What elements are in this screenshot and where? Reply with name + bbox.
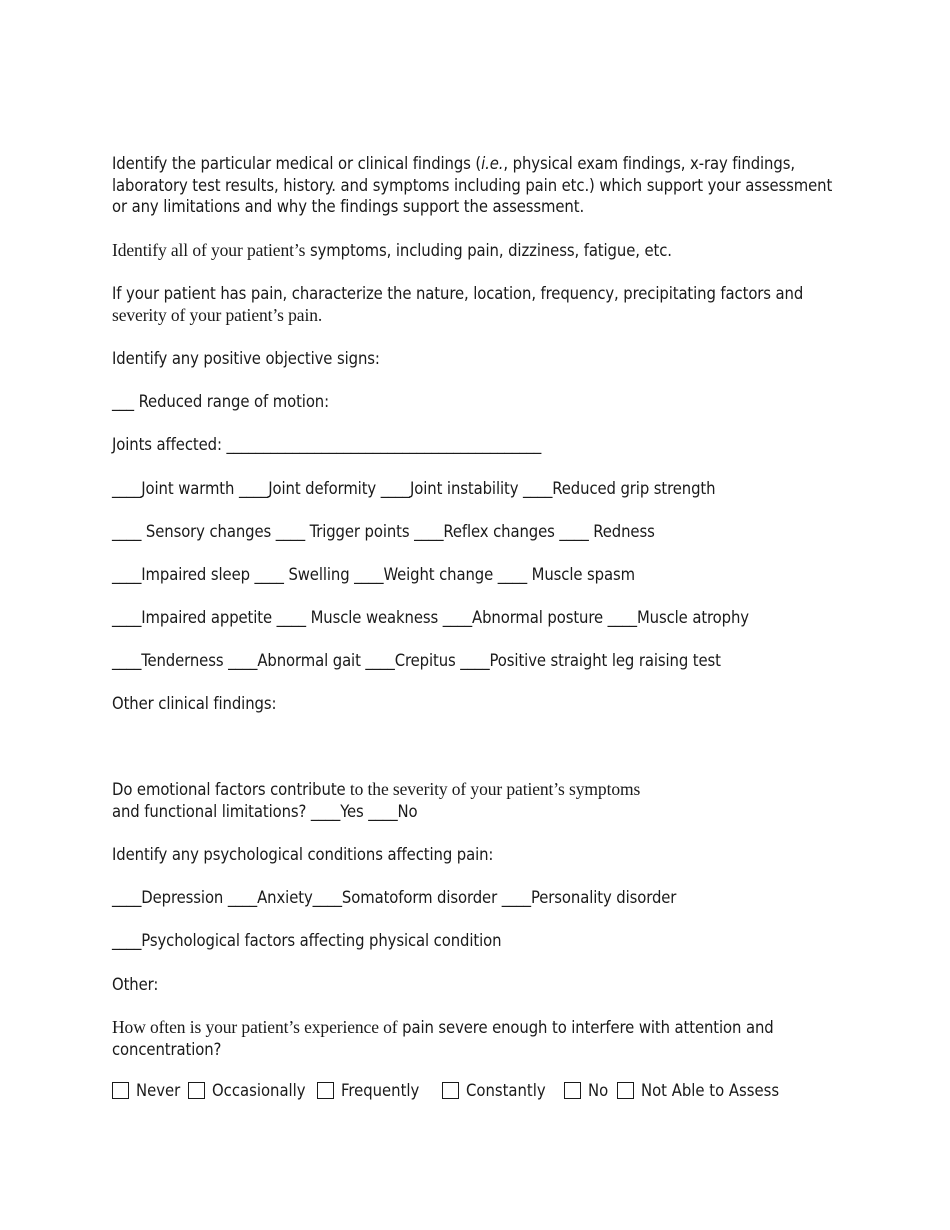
emotional-factors-question bbox=[112, 779, 852, 822]
never-label: Never bbox=[136, 1081, 181, 1100]
no-label: No bbox=[588, 1081, 609, 1100]
symptoms-sans: symptoms, including pain, dizziness, fatigue, etc. bbox=[305, 241, 672, 260]
option-occasionally[interactable] bbox=[188, 1080, 306, 1102]
pain-character-line1: If your patient has pain, characterize the nature, location, frequency, precipitating factors and bbox=[112, 284, 804, 303]
signs-row-3[interactable]: ____Impaired sleep ____ Swelling ____Weight change ____ Muscle spasm bbox=[112, 565, 635, 584]
option-frequently[interactable] bbox=[317, 1080, 419, 1102]
constantly-label: Constantly bbox=[466, 1081, 546, 1100]
reduced-range-field[interactable]: ___ Reduced range of motion: bbox=[112, 392, 330, 411]
occasionally-label: Occasionally bbox=[212, 1081, 306, 1100]
symptoms-serif: Identify all of your patient’s bbox=[112, 240, 306, 260]
pain-interfere-serif: How often is your patient’s experience of bbox=[112, 1017, 398, 1037]
findings-intro-line1-pre: Identify the particular medical or clinical findings ( bbox=[112, 154, 482, 173]
findings-intro-line2: laboratory test results, history. and symptoms including pain etc.) which support your assessment bbox=[112, 175, 833, 195]
other-clinical-findings-label: Other clinical findings: bbox=[112, 694, 277, 713]
symptoms-question bbox=[112, 240, 852, 262]
signs-row-5[interactable]: ____Tenderness ____Abnormal gait ____Crepitus ____Positive straight leg raising test bbox=[112, 651, 721, 670]
signs-row-1[interactable]: ____Joint warmth ____Joint deformity ____Joint instability ____Reduced grip strength bbox=[112, 479, 716, 498]
option-never[interactable] bbox=[112, 1080, 180, 1102]
pain-character-question bbox=[112, 283, 852, 326]
pain-interfere-line2: concentration? bbox=[112, 1039, 222, 1059]
constantly-checkbox[interactable] bbox=[442, 1082, 459, 1099]
other-label: Other: bbox=[112, 975, 159, 994]
signs-row-2[interactable]: ____ Sensory changes ____ Trigger points ____Reflex changes ____ Redness bbox=[112, 522, 655, 541]
findings-intro-ie: i.e. bbox=[481, 154, 504, 173]
option-constantly[interactable] bbox=[442, 1080, 546, 1102]
frequently-label: Frequently bbox=[341, 1081, 420, 1100]
emotional-yes-no-field[interactable]: and functional limitations? ____Yes ____No bbox=[112, 801, 418, 821]
not-able-to-assess-label: Not Able to Assess bbox=[641, 1081, 780, 1100]
pain-interfere-question bbox=[112, 1017, 852, 1060]
psych-row-1[interactable]: ____Depression ____Anxiety____Somatoform disorder ____Personality disorder bbox=[112, 888, 677, 907]
emotional-line1-serif: to the severity of your patient’s symptoms bbox=[345, 779, 641, 799]
findings-intro-line3: or any limitations and why the findings support the assessment. bbox=[112, 197, 585, 216]
option-not-able-to-assess[interactable] bbox=[617, 1080, 779, 1102]
not-able-to-assess-checkbox[interactable] bbox=[617, 1082, 634, 1099]
findings-intro bbox=[112, 153, 852, 218]
pain-character-line2: severity of your patient’s pain. bbox=[112, 304, 323, 325]
joints-affected-field[interactable]: Joints affected: ___________________________________________ bbox=[112, 435, 542, 454]
occasionally-checkbox[interactable] bbox=[188, 1082, 205, 1099]
findings-intro-line1-post: , physical exam findings, x-ray findings, bbox=[503, 154, 795, 173]
signs-row-4[interactable]: ____Impaired appetite ____ Muscle weakness ____Abnormal posture ____Muscle atrophy bbox=[112, 608, 749, 627]
option-no[interactable] bbox=[564, 1080, 608, 1102]
frequently-checkbox[interactable] bbox=[317, 1082, 334, 1099]
emotional-line1-sans: Do emotional factors contribute bbox=[112, 780, 346, 799]
pain-interfere-sans: pain severe enough to interfere with attention and bbox=[397, 1018, 774, 1037]
psych-row-2[interactable]: ____Psychological factors affecting physical condition bbox=[112, 931, 502, 950]
objective-signs-heading: Identify any positive objective signs: bbox=[112, 349, 380, 368]
never-checkbox[interactable] bbox=[112, 1082, 129, 1099]
no-checkbox[interactable] bbox=[564, 1082, 581, 1099]
psych-conditions-heading: Identify any psychological conditions affecting pain: bbox=[112, 845, 494, 864]
